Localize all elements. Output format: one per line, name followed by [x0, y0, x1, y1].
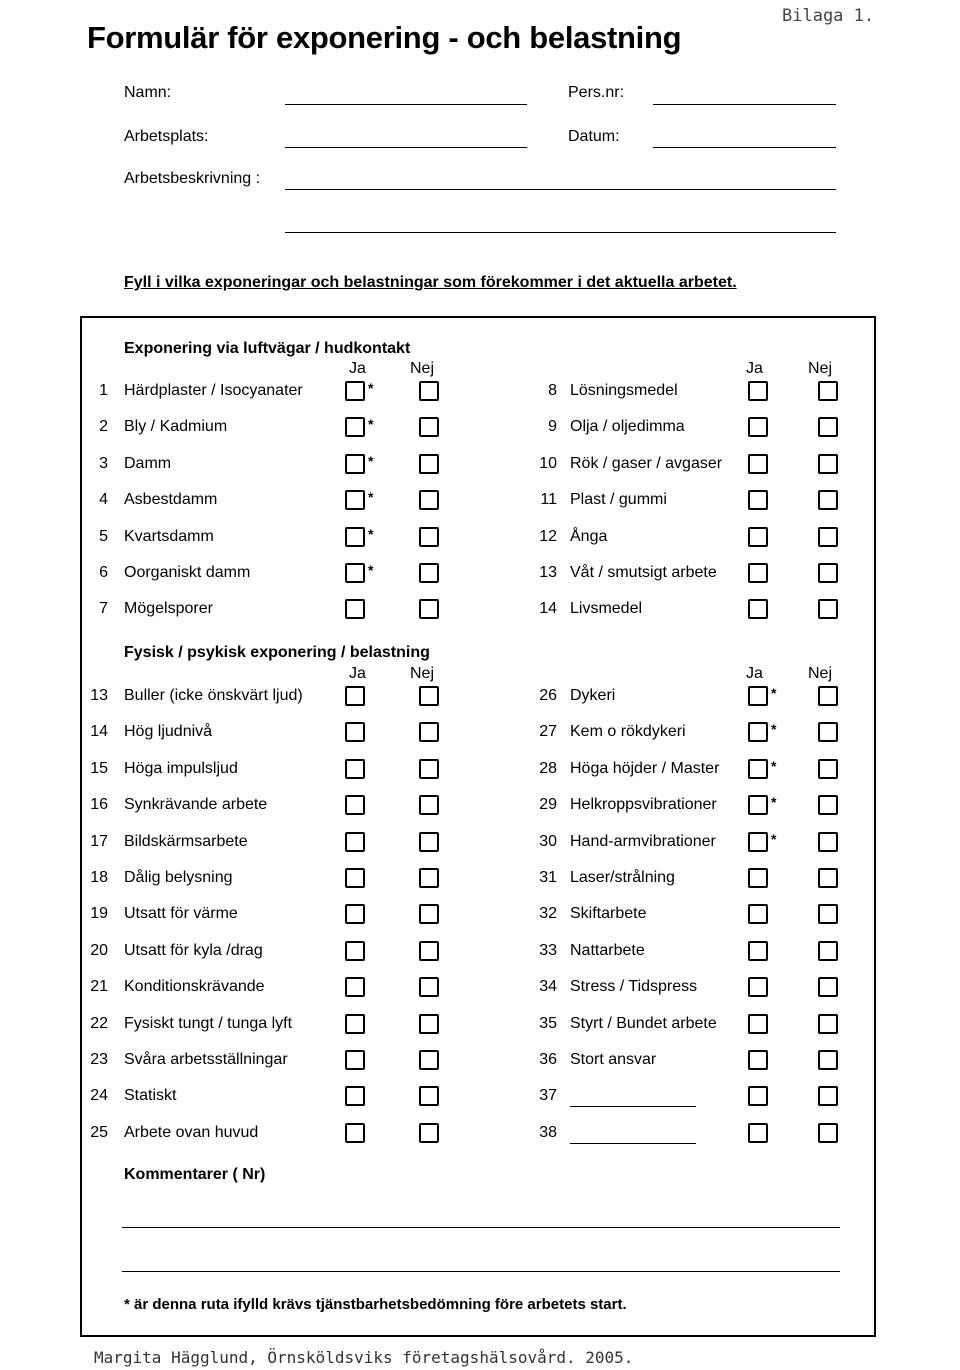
checkbox-ja[interactable]	[345, 563, 365, 583]
checkbox-nej[interactable]	[818, 941, 838, 961]
row-label: Utsatt för kyla /drag	[124, 941, 263, 959]
row-number: 26	[539, 687, 557, 704]
checkbox-nej[interactable]	[419, 832, 439, 852]
row-label: Härdplaster / Isocyanater	[124, 382, 303, 399]
row-number: 17	[90, 832, 108, 850]
row-number: 9	[548, 418, 557, 436]
row-label: Hög ljudnivå	[124, 723, 213, 741]
row-label: Fysiskt tungt / tunga lyft	[124, 1014, 293, 1032]
row-number: 16	[90, 796, 108, 814]
asterisk-marker: *	[368, 380, 374, 396]
row-number: 10	[539, 454, 557, 472]
row-label: Olja / oljedimma	[570, 418, 685, 436]
checkbox-nej[interactable]	[419, 381, 439, 401]
checkbox-ja[interactable]	[748, 1086, 768, 1106]
row-number: 13	[90, 687, 108, 704]
row-label: Rök / gaser / avgaser	[570, 454, 723, 472]
row-label: Helkroppsvibrationer	[570, 796, 717, 814]
row-label: Ånga	[570, 527, 608, 545]
checkbox-nej[interactable]	[818, 759, 838, 779]
col-nej-header-2: Nej	[410, 665, 435, 682]
row-number: 30	[539, 832, 557, 850]
row-number: 13	[539, 564, 557, 581]
checkbox-nej[interactable]	[419, 1014, 439, 1034]
checkbox-ja[interactable]	[748, 941, 768, 961]
row-number: 34	[539, 978, 557, 996]
checkbox-nej[interactable]	[818, 490, 838, 510]
checkbox-nej[interactable]	[818, 1050, 838, 1070]
checkbox-ja[interactable]	[748, 722, 768, 742]
checkbox-nej[interactable]	[818, 599, 838, 619]
asterisk-marker: *	[368, 416, 374, 433]
instruction-text: Fyll i vilka exponeringar och belastningar som förekommer i det aktuella arbetet.	[124, 274, 737, 291]
asterisk-marker: *	[368, 525, 374, 542]
row-label: Svåra arbetsställningar	[124, 1051, 288, 1068]
checkbox-ja[interactable]	[748, 527, 768, 547]
row-label: Bildskärmsarbete	[124, 832, 248, 850]
checkbox-nej[interactable]	[818, 795, 838, 815]
checkbox-nej[interactable]	[818, 868, 838, 888]
asterisk-marker: *	[368, 562, 374, 578]
row-number: 6	[99, 564, 108, 581]
date-field[interactable]	[653, 147, 836, 148]
row-label: Kvartsdamm	[124, 527, 214, 545]
checkbox-ja[interactable]	[748, 1050, 768, 1070]
checkbox-nej[interactable]	[818, 722, 838, 742]
col-ja-header-right: Ja	[746, 360, 763, 377]
page-title: Formulär för exponering - och belastning	[87, 20, 682, 55]
checkbox-ja[interactable]	[748, 759, 768, 779]
row-label: Stort ansvar	[570, 1051, 657, 1068]
section-airway-title: Exponering via luftvägar / hudkontakt	[124, 340, 411, 357]
name-field[interactable]	[285, 104, 527, 105]
row-number: 19	[90, 905, 108, 923]
personal-number-field[interactable]	[653, 104, 836, 105]
row-label: Skiftarbete	[570, 905, 647, 923]
checkbox-nej[interactable]	[419, 1050, 439, 1070]
checkbox-nej[interactable]	[818, 417, 838, 437]
row-number: 11	[540, 491, 557, 509]
row-label: Hand-armvibrationer	[570, 832, 716, 850]
checkbox-nej[interactable]	[818, 1086, 838, 1106]
checkbox-ja[interactable]	[345, 381, 365, 401]
checkbox-ja[interactable]	[345, 941, 365, 961]
checkbox-ja[interactable]	[748, 795, 768, 815]
checkbox-nej[interactable]	[419, 941, 439, 961]
checkbox-nej[interactable]	[419, 599, 439, 619]
row-label: Bly / Kadmium	[124, 418, 228, 436]
checkbox-ja[interactable]	[345, 527, 365, 547]
footer-credit: Margita Hägglund, Örnsköldsviks företagshälsovård. 2005.	[94, 1348, 634, 1367]
row-number: 38	[539, 1123, 557, 1141]
row-number: 20	[90, 941, 108, 959]
row-label: Utsatt för värme	[124, 905, 238, 923]
row-number: 14	[90, 723, 108, 741]
checkbox-ja[interactable]	[345, 454, 365, 474]
row-number: 25	[90, 1123, 108, 1141]
checkbox-nej[interactable]	[419, 759, 439, 779]
row-label: Kem o rökdykeri	[570, 723, 686, 741]
checkbox-nej[interactable]	[818, 527, 838, 547]
row-label: Stress / Tidspress	[570, 978, 698, 996]
row-number: 2	[99, 418, 108, 436]
date-label: Datum:	[568, 128, 620, 145]
checkbox-nej[interactable]	[818, 563, 838, 583]
checkbox-ja[interactable]	[748, 1123, 768, 1143]
personal-number-label: Pers.nr:	[568, 84, 625, 101]
row-number: 22	[90, 1014, 108, 1032]
custom-item-field[interactable]	[570, 1143, 696, 1144]
col-ja-header-2: Ja	[349, 665, 366, 682]
row-number: 23	[90, 1051, 108, 1068]
row-number: 27	[539, 723, 557, 741]
checkbox-nej[interactable]	[818, 1123, 838, 1143]
checkbox-nej[interactable]	[419, 527, 439, 547]
row-number: 36	[539, 1051, 557, 1068]
col-ja-header-right-2: Ja	[746, 665, 763, 682]
row-label: Höga impulsljud	[124, 759, 238, 777]
row-number: 12	[539, 527, 557, 545]
row-label: Arbete ovan huvud	[124, 1123, 259, 1141]
checkbox-nej[interactable]	[419, 417, 439, 437]
attachment-label: Bilaga 1.	[782, 6, 875, 26]
work-description-label: Arbetsbeskrivning :	[124, 170, 261, 187]
col-ja-header: Ja	[349, 360, 366, 377]
checkbox-nej[interactable]	[419, 977, 439, 997]
checkbox-nej[interactable]	[419, 454, 439, 474]
checkbox-ja[interactable]	[748, 686, 768, 706]
row-label: Laser/strålning	[570, 869, 675, 886]
checkbox-nej[interactable]	[818, 686, 838, 706]
row-label: Oorganiskt damm	[124, 564, 251, 581]
row-number: 31	[539, 869, 557, 886]
row-label: Mögelsporer	[124, 600, 213, 618]
row-label: Lösningsmedel	[570, 382, 678, 399]
checkbox-ja[interactable]	[345, 904, 365, 924]
work-description-field-line-2[interactable]	[285, 232, 836, 233]
row-number: 7	[99, 600, 108, 618]
checkbox-nej[interactable]	[818, 1014, 838, 1034]
section-physical-title: Fysisk / psykisk exponering / belastning	[124, 644, 430, 661]
checkbox-nej[interactable]	[818, 832, 838, 852]
asterisk-marker: *	[368, 452, 374, 469]
row-label: Damm	[124, 454, 172, 472]
checkbox-nej[interactable]	[818, 904, 838, 924]
row-number: 5	[99, 527, 108, 545]
checkbox-nej[interactable]	[419, 904, 439, 924]
col-nej-header: Nej	[410, 360, 435, 377]
checkbox-nej[interactable]	[419, 563, 439, 583]
workplace-label: Arbetsplats:	[124, 128, 209, 145]
row-number: 29	[539, 796, 557, 814]
row-number: 21	[90, 978, 108, 996]
checkbox-ja[interactable]	[345, 1014, 365, 1034]
checkbox-nej[interactable]	[419, 868, 439, 888]
checkbox-nej[interactable]	[419, 1086, 439, 1106]
checkbox-nej[interactable]	[419, 722, 439, 742]
checkbox-ja[interactable]	[748, 417, 768, 437]
checkbox-ja[interactable]	[345, 1086, 365, 1106]
asterisk-marker: *	[771, 830, 777, 847]
col-nej-header-right-2: Nej	[808, 665, 833, 682]
row-label: Dykeri	[570, 687, 616, 704]
checkbox-ja[interactable]	[345, 417, 365, 437]
row-label: Livsmedel	[570, 600, 643, 618]
comments-field-line-2[interactable]	[122, 1271, 840, 1272]
checkbox-ja[interactable]	[748, 490, 768, 510]
row-label: Konditionskrävande	[124, 978, 265, 996]
checkbox-nej[interactable]	[419, 490, 439, 510]
row-number: 1	[99, 382, 108, 399]
row-number: 18	[90, 869, 108, 886]
checkbox-ja[interactable]	[345, 759, 365, 779]
row-number: 33	[539, 941, 557, 959]
checkbox-ja[interactable]	[345, 686, 365, 706]
work-description-field[interactable]	[285, 189, 836, 190]
workplace-field[interactable]	[285, 147, 527, 148]
checkbox-ja[interactable]	[748, 868, 768, 888]
footnote: * är denna ruta ifylld krävs tjänstbarhetsbedömning före arbetets start.	[124, 1296, 627, 1313]
asterisk-marker: *	[771, 757, 777, 774]
row-label: Synkrävande arbete	[124, 796, 268, 814]
row-number: 14	[539, 600, 557, 618]
row-number: 15	[90, 759, 108, 777]
checkbox-ja[interactable]	[345, 795, 365, 815]
name-label: Namn:	[124, 84, 172, 101]
checkbox-ja[interactable]	[748, 454, 768, 474]
checkbox-ja[interactable]	[345, 832, 365, 852]
checkbox-nej[interactable]	[419, 686, 439, 706]
asterisk-marker: *	[368, 489, 374, 506]
checkbox-ja[interactable]	[345, 599, 365, 619]
row-label: Asbestdamm	[124, 491, 218, 509]
row-label: Styrt / Bundet arbete	[570, 1014, 717, 1032]
checkbox-nej[interactable]	[818, 977, 838, 997]
checkbox-ja[interactable]	[748, 599, 768, 619]
asterisk-marker: *	[771, 794, 777, 811]
checkbox-ja[interactable]	[345, 868, 365, 888]
custom-item-field[interactable]	[570, 1106, 696, 1107]
row-label: Buller (icke önskvärt ljud)	[124, 687, 303, 704]
row-label: Plast / gummi	[570, 491, 667, 509]
checkbox-ja[interactable]	[748, 832, 768, 852]
row-number: 8	[548, 382, 557, 399]
comments-title: Kommentarer ( Nr)	[124, 1166, 266, 1183]
row-number: 3	[99, 454, 108, 472]
row-label: Dålig belysning	[124, 869, 233, 886]
row-label: Statiskt	[124, 1087, 177, 1105]
checkbox-nej[interactable]	[419, 795, 439, 815]
checkbox-nej[interactable]	[818, 454, 838, 474]
row-number: 28	[539, 759, 557, 777]
row-number: 24	[90, 1087, 108, 1105]
checkbox-ja[interactable]	[345, 1123, 365, 1143]
row-number: 37	[539, 1087, 557, 1105]
checkbox-ja[interactable]	[345, 977, 365, 997]
checkbox-ja[interactable]	[345, 722, 365, 742]
row-number: 35	[539, 1014, 557, 1032]
checkbox-ja[interactable]	[748, 904, 768, 924]
checkbox-ja[interactable]	[345, 1050, 365, 1070]
checkbox-ja[interactable]	[345, 490, 365, 510]
col-nej-header-right: Nej	[808, 360, 833, 377]
asterisk-marker: *	[771, 685, 777, 701]
row-label: Våt / smutsigt arbete	[570, 564, 717, 581]
row-number: 4	[99, 491, 108, 509]
checkbox-ja[interactable]	[748, 563, 768, 583]
checkbox-ja[interactable]	[748, 381, 768, 401]
checkbox-nej[interactable]	[818, 381, 838, 401]
row-number: 32	[539, 905, 557, 923]
checkbox-ja[interactable]	[748, 1014, 768, 1034]
row-label: Höga höjder / Master	[570, 759, 720, 777]
row-label: Nattarbete	[570, 941, 645, 959]
checkbox-nej[interactable]	[419, 1123, 439, 1143]
comments-field-line-1[interactable]	[122, 1227, 840, 1228]
asterisk-marker: *	[771, 721, 777, 738]
checkbox-ja[interactable]	[748, 977, 768, 997]
